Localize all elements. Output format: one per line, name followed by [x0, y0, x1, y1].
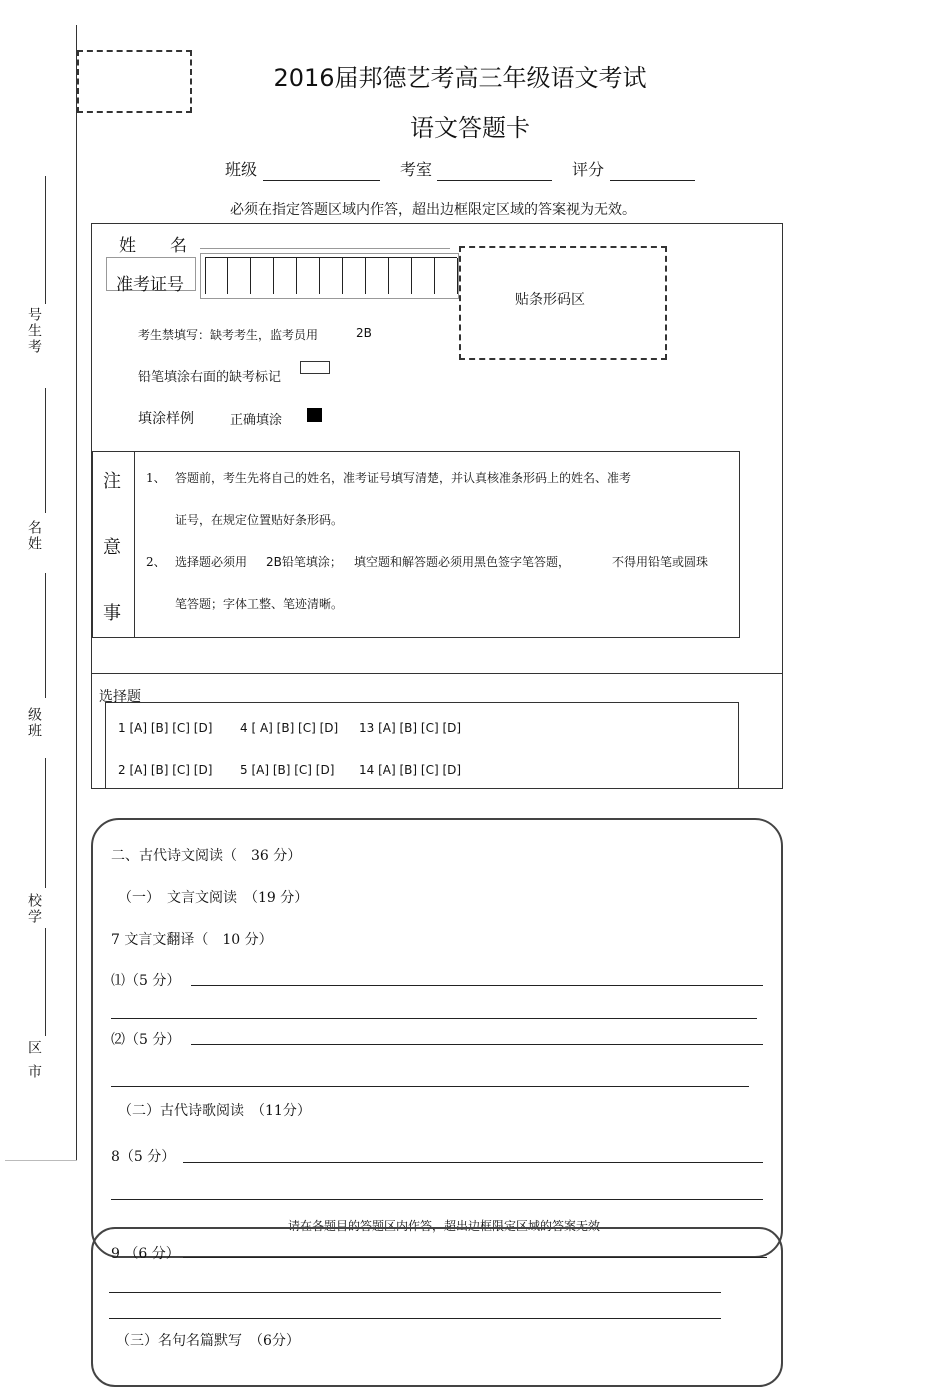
id-grid-top	[205, 257, 457, 258]
choice-section-divider	[91, 673, 783, 674]
next-page-panel	[91, 1227, 783, 1387]
id-digit-cell[interactable]	[411, 258, 412, 294]
answer-line-7-2-continued[interactable]	[111, 1086, 749, 1087]
absent-mark-box[interactable]	[300, 361, 330, 374]
note-2-text-part1: 选择题必须用	[175, 555, 248, 569]
binding-strip-border	[76, 25, 77, 1160]
question-7-1-label: ⑴（5 分）	[111, 973, 181, 989]
binding-strip-line	[45, 928, 46, 1036]
id-digit-cell[interactable]	[205, 258, 206, 294]
id-digit-cell[interactable]	[227, 258, 228, 294]
binding-strip-line	[45, 758, 46, 888]
note-1-number: 1、	[146, 471, 166, 485]
binding-strip-line	[45, 176, 46, 304]
field-room-input[interactable]	[437, 180, 552, 181]
binding-label-name: 名姓	[26, 520, 42, 552]
choice-question-13[interactable]: 13 [A] [B] [C] [D]	[359, 721, 462, 735]
note-1-text-continued: 证号，在规定位置贴好条形码。	[175, 513, 344, 527]
choice-heading: 选择题	[99, 689, 141, 705]
note-1-text: 答题前，考生先将自己的姓名，准考证号填写清楚，并认真核准条形码上的姓名、准考	[175, 471, 632, 485]
classical-reading-panel	[91, 818, 783, 1258]
notes-heading-char: 事	[103, 603, 121, 624]
choice-question-1[interactable]: 1 [A] [B] [C] [D]	[118, 721, 213, 735]
binding-label-school: 校学	[26, 893, 42, 925]
note-2-text-continued: 笔答题；字体工整、笔迹清晰。	[175, 597, 344, 611]
id-number-grid[interactable]	[200, 253, 459, 299]
id-digit-cell[interactable]	[388, 258, 389, 294]
question-9-label: 9 （6 分）	[111, 1246, 180, 1262]
section2-part3-title: （三）名句名篇默写 （6分）	[116, 1333, 300, 1349]
binding-strip-line	[45, 388, 46, 513]
answer-line-8-continued[interactable]	[111, 1199, 763, 1200]
name-input[interactable]	[200, 248, 450, 249]
field-class-input[interactable]	[263, 180, 380, 181]
binding-label-class: 级班	[26, 707, 42, 739]
section2-title: 二、古代诗文阅读（ 36 分）	[111, 848, 302, 864]
answer-line-9-continued[interactable]	[109, 1292, 721, 1293]
notes-heading-char: 意	[103, 537, 121, 558]
binding-strip-bottom	[5, 1160, 77, 1161]
note-2-text-part3: 填空题和解答题必须用黑色签字笔答题，	[354, 555, 571, 569]
sample-correct-label: 正确填涂	[230, 413, 283, 428]
seal-box	[77, 50, 192, 113]
filled-sample-mark	[307, 408, 322, 422]
notes-heading-char: 注	[103, 471, 121, 492]
binding-strip-line	[45, 573, 46, 698]
note-2-text-part2: 2B铅笔填涂；	[266, 555, 342, 569]
id-digit-cell[interactable]	[457, 258, 458, 294]
absent-instruction-2b: 2B	[356, 326, 372, 340]
question-8-label: 8（5 分）	[111, 1149, 176, 1165]
answer-line-7-1[interactable]	[191, 985, 763, 986]
card-title: 语文答题卡	[410, 114, 530, 142]
absent-instruction-line2: 铅笔填涂右面的缺考标记	[138, 370, 282, 385]
field-score-input[interactable]	[610, 180, 695, 181]
binding-label-city: 区市	[26, 1040, 42, 1088]
section2-part1-title: （一） 文言文阅读 （19 分）	[118, 890, 309, 906]
name-label: 姓 名	[119, 236, 187, 256]
page-title: 2016届邦德艺考高三年级语文考试	[273, 64, 647, 92]
id-label: 准考证号	[116, 275, 184, 295]
id-digit-cell[interactable]	[434, 258, 435, 294]
id-digit-cell[interactable]	[296, 258, 297, 294]
id-digit-cell[interactable]	[273, 258, 274, 294]
barcode-area-label: 贴条形码区	[515, 292, 585, 308]
notes-divider	[134, 451, 135, 638]
answer-line-7-2[interactable]	[191, 1044, 763, 1045]
answer-line-7-1-continued[interactable]	[111, 1018, 757, 1019]
id-digit-cell[interactable]	[319, 258, 320, 294]
absent-instruction: 考生禁填写：缺考考生，监考员用	[138, 328, 319, 342]
choice-question-14[interactable]: 14 [A] [B] [C] [D]	[359, 763, 462, 777]
sample-label: 填涂样例	[138, 411, 194, 427]
id-digit-cell[interactable]	[365, 258, 366, 294]
footer-notice: 请在各题目的答题区内作答，超出边框限定区域的答案无效	[288, 1219, 601, 1233]
answer-line-9[interactable]	[183, 1257, 767, 1258]
choice-question-5[interactable]: 5 [A] [B] [C] [D]	[240, 763, 335, 777]
field-class-label: 班级	[225, 160, 258, 179]
answer-line-8[interactable]	[183, 1162, 763, 1163]
note-2-number: 2、	[146, 555, 166, 569]
answer-area-notice: 必须在指定答题区域内作答，超出边框限定区域的答案视为无效。	[230, 202, 636, 218]
binding-label-exam-number: 号生考	[26, 307, 42, 355]
section2-part2-title: （二）古代诗歌阅读 （11分）	[118, 1103, 311, 1119]
id-digit-cell[interactable]	[342, 258, 343, 294]
field-score-label: 评分	[572, 160, 605, 179]
note-2-text-part4: 不得用铅笔或圆珠	[612, 555, 709, 569]
choice-question-4[interactable]: 4 [ A] [B] [C] [D]	[240, 721, 339, 735]
id-digit-cell[interactable]	[250, 258, 251, 294]
choice-question-2[interactable]: 2 [A] [B] [C] [D]	[118, 763, 213, 777]
field-room-label: 考室	[400, 160, 433, 179]
question-7-title: 7 文言文翻译（ 10 分）	[111, 932, 273, 948]
question-7-2-label: ⑵（5 分）	[111, 1032, 181, 1048]
answer-line-9-continued-2[interactable]	[109, 1318, 721, 1319]
